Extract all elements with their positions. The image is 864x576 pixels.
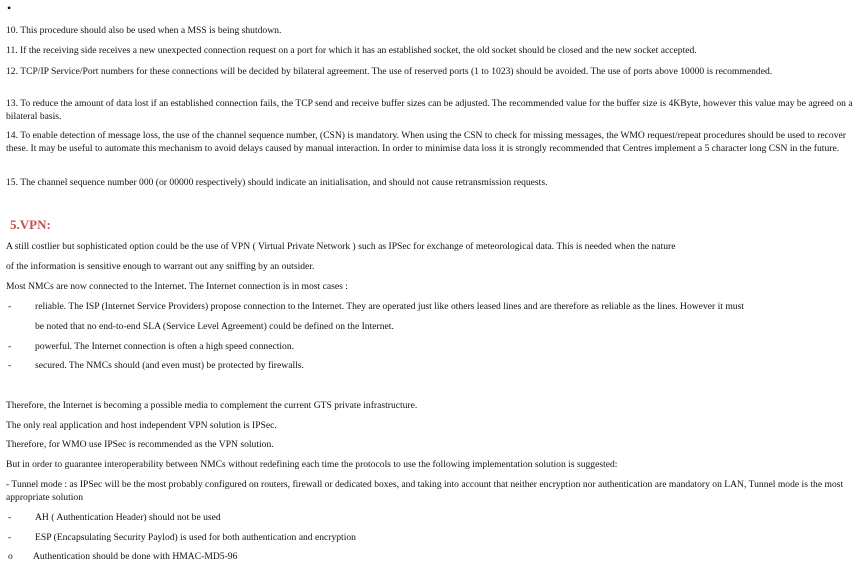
dash-marker: - bbox=[8, 512, 12, 523]
dash-marker: - bbox=[8, 360, 12, 371]
item-15: 15. The channel sequence number 000 (or 00000 respectively) should indicate an initialisation, and should not cause retransmission requests. bbox=[6, 177, 548, 188]
auth-item: Authentication should be done with HMAC-MD5-96 bbox=[33, 551, 238, 562]
therefore-2: The only real application and host independent VPN solution is IPSec. bbox=[6, 420, 277, 431]
therefore-4: But in order to guarantee interoperability between NMCs without redefining each time the protocols to use the following implementation solution is suggested: bbox=[6, 459, 618, 470]
vpn-intro-2: of the information is sensitive enough to warrant out any sniffing by an outsider. bbox=[6, 261, 315, 272]
item-10: 10. This procedure should also be used when a MSS is being shutdown. bbox=[6, 25, 282, 36]
reliable-item: reliable. The ISP (Internet Service Providers) propose connection to the Internet. They are operated just like others leased lines and are therefore as reliable as the lines. However it must bbox=[35, 301, 744, 312]
dash-marker: - bbox=[8, 532, 12, 543]
therefore-3: Therefore, for WMO use IPSec is recommended as the VPN solution. bbox=[6, 439, 274, 450]
vpn-intro-3: Most NMCs are now connected to the Internet. The Internet connection is in most cases : bbox=[6, 281, 348, 292]
tunnel-item: - Tunnel mode : as IPSec will be the most probably configured on routers, firewall or dedicated boxes, and taking into account that neither encryption nor authentication are mandatory on LAN, Tunnel mode is the most appropriate solution bbox=[6, 479, 844, 503]
secured-item: secured. The NMCs should (and even must) be protected by firewalls. bbox=[35, 360, 304, 371]
item-11: 11. If the receiving side receives a new unexpected connection request on a port for which it has an established socket, the old socket should be closed and the new socket accepted. bbox=[6, 45, 697, 56]
vpn-intro-1: A still costlier but sophisticated option could be the use of VPN ( Virtual Private Network ) such as IPSec for exchange of meteorological data. This is needed when the nature bbox=[6, 241, 676, 252]
dash-marker: - bbox=[8, 341, 12, 352]
therefore-1: Therefore, the Internet is becoming a possible media to complement the current GTS private infrastructure. bbox=[6, 400, 418, 411]
ah-item: AH ( Authentication Header) should not be used bbox=[35, 512, 221, 523]
powerful-item: powerful. The Internet connection is often a high speed connection. bbox=[35, 341, 295, 352]
item-13: 13. To reduce the amount of data lost if an established connection fails, the TCP send and receive buffer sizes can be adjusted. The recommended value for the buffer size is 4KByte, however this value may be agreed on a bilateral basis. bbox=[6, 98, 853, 122]
bullet-marker: • bbox=[7, 1, 12, 15]
item-14: 14. To enable detection of message loss, the use of the channel sequence number, (CSN) is mandatory. When using the CSN to check for missing messages, the WMO request/repeat procedures should be used to recover these. It may be useful to automate this mechanism to avoid delays caused by manual interaction. In order to minimise data loss it is strongly recommended that Centres implement a 5 character long CSN in the future. bbox=[6, 130, 846, 154]
section-heading: 5.VPN: bbox=[10, 217, 51, 232]
item-12: 12. TCP/IP Service/Port numbers for these connections will be decided by bilateral agreement. The use of reserved ports (1 to 1023) should be avoided. The use of ports above 10000 is recommended. bbox=[6, 66, 773, 77]
esp-item: ESP (Encapsulating Security Paylod) is used for both authentication and encryption bbox=[35, 532, 356, 543]
reliable-item-cont: be noted that no end-to-end SLA (Service Level Agreement) could be defined on the Internet. bbox=[35, 321, 394, 332]
dash-marker: - bbox=[8, 301, 12, 312]
circle-marker: o bbox=[8, 551, 13, 562]
